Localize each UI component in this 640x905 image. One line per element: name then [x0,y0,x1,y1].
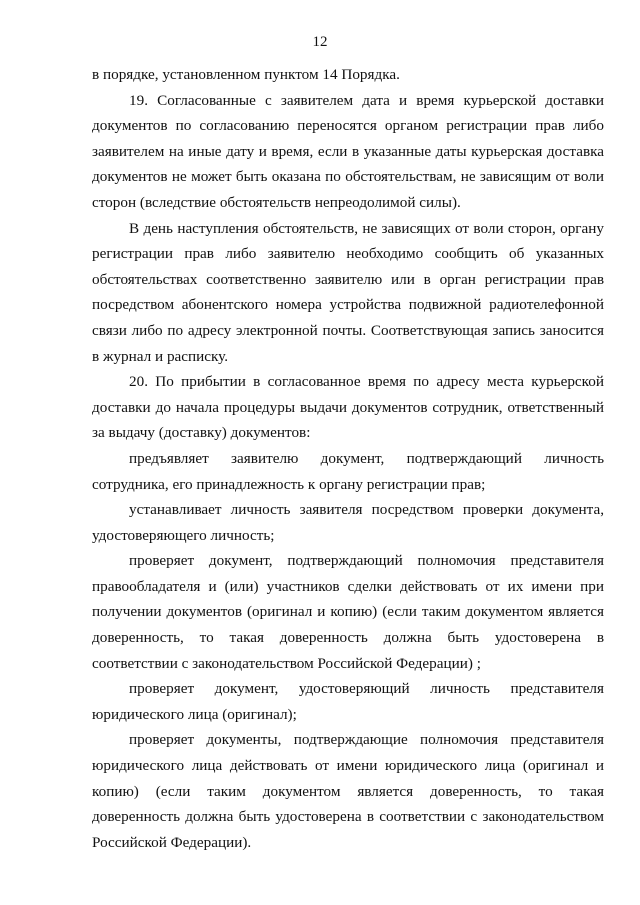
paragraph: 19. Согласованные с заявителем дата и время курьерской доставки документов по согласованию переносятся органом регистрации прав либо заявителем на иные дату и время, если в указанные даты курьерская доставка документов не может быть оказана по обстоятельствам, не зависящим от воли сторон (вследствие обстоятельств непреодолимой силы). [92,91,604,211]
paragraph: В день наступления обстоятельств, не зависящих от воли сторон, органу регистрации прав либо заявителю необходимо сообщить об указанных обстоятельствах соответственно заявителю или в орган регистрации прав посредством абонентского номера устройства подвижной радиотелефонной связи либо по адресу электронной почты. Соответствующая запись заносится в журнал и расписку. [92,219,604,365]
paragraph: проверяет документы, подтверждающие полномочия представителя юридического лица действовать от имени юридического лица (оригинал и копию) (если таким документом является доверенность, то такая доверенность должна быть удостоверена в соответствии с законодательством Российской Федерации). [92,731,604,851]
paragraph: в порядке, установленном пунктом 14 Порядка. [92,66,400,83]
paragraph: устанавливает личность заявителя посредством проверки документа, удостоверяющего личность; [92,501,604,544]
paragraph: проверяет документ, удостоверяющий личность представителя юридического лица (оригинал); [92,680,604,723]
paragraph: проверяет документ, подтверждающий полномочия представителя правообладателя и (или) участников сделки действовать от их имени при получении документов (оригинал и копию) (если таким документом является доверенность, то такая доверенность должна быть удостоверена в соответствии с законодательством Российской Федерации) ; [92,552,604,672]
page-number: 12 [312,34,328,50]
paragraph: 20. По прибытии в согласованное время по адресу места курьерской доставки до начала процедуры выдачи документов сотрудник, ответственный за выдачу (доставку) документов: [92,373,604,442]
paragraph: предъявляет заявителю документ, подтверждающий личность сотрудника, его принадлежность к органу регистрации прав; [92,449,604,493]
document-body [92,62,604,855]
